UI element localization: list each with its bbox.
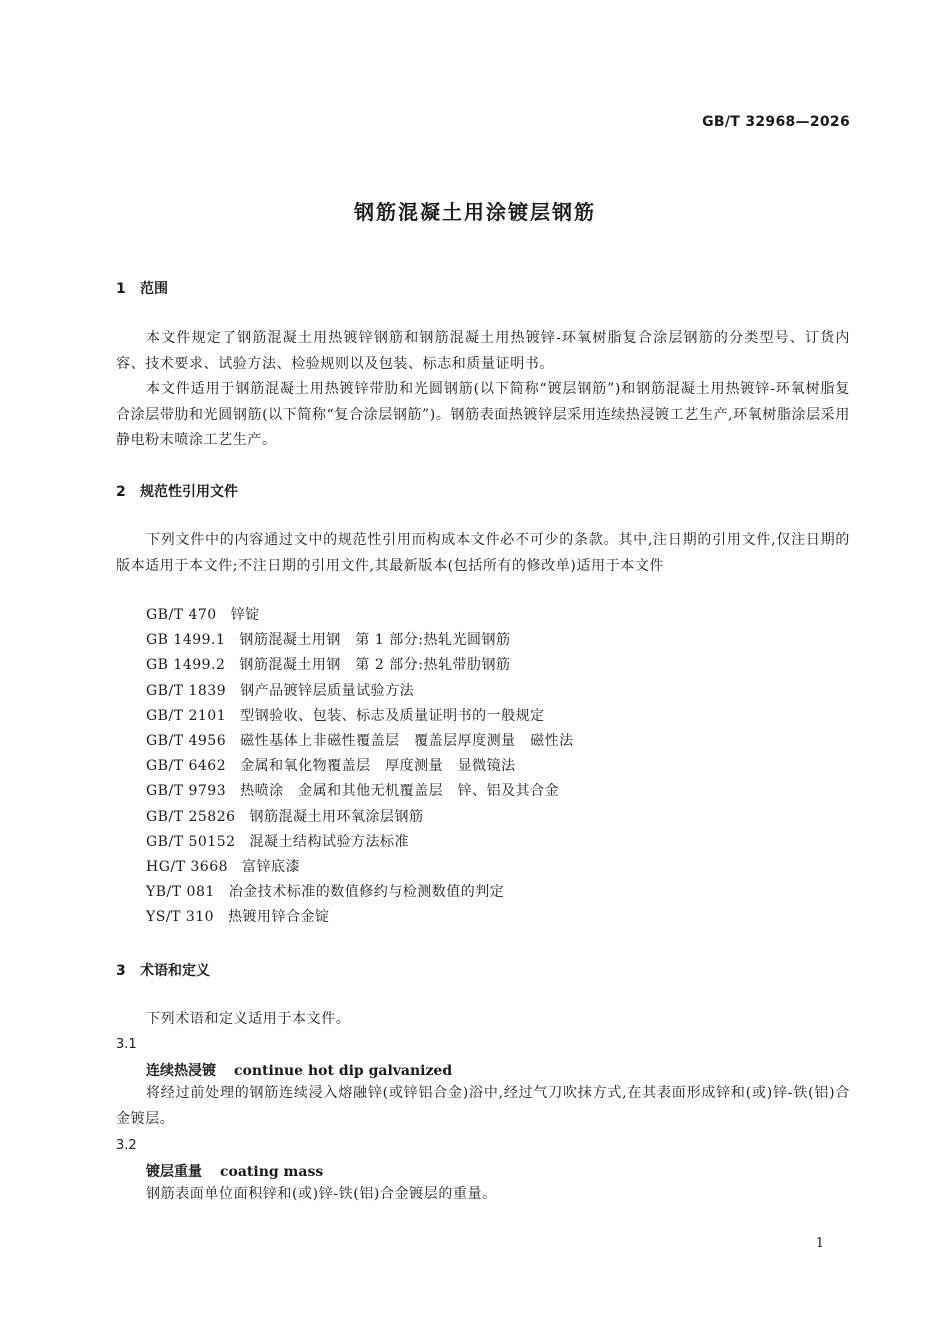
section-title: 范围 [140,281,168,297]
reference-title: 钢筋混凝土用钢 第 1 部分:热轧光圆钢筋 [239,632,511,649]
reference-item [146,653,574,678]
reference-code: GB/T 50152 [146,833,236,850]
reference-item [146,679,574,704]
scope-paragraph-1: 本文件规定了钢筋混凝土用热镀锌钢筋和钢筋混凝土用热镀锌-环氧树脂复合涂层钢筋的分类型号、订货内容、技术要求、试验方法、检验规则以及包装、标志和质量证明书。 [116,330,850,372]
section-title: 规范性引用文件 [140,484,238,500]
reference-item [146,729,574,754]
reference-code: YS/T 310 [146,909,215,926]
page-number: 1 [815,1236,824,1251]
reference-item [146,905,574,930]
reference-title: 热喷涂 金属和其他无机覆盖层 锌、铝及其合金 [240,783,560,800]
reference-item [146,880,574,905]
section-heading-scope [116,278,168,298]
document-title: 钢筋混凝土用涂镀层钢筋 [354,200,596,224]
reference-title: 磁性基体上非磁性覆盖层 覆盖层厚度测量 磁性法 [240,732,574,749]
scope-paragraph-2: 本文件适用于钢筋混凝土用热镀锌带肋和光圆钢筋(以下简称“镀层钢筋”)和钢筋混凝土用热镀锌-环氧树脂复合涂层带肋和光圆钢筋(以下简称“复合涂层钢筋”)。钢筋表面热镀锌层采用连续热浸镀工艺生产,环氧树脂涂层采用静电粉末喷涂工艺生产。 [116,381,850,448]
term-clause-number: 3.2 [116,1138,137,1153]
reference-code: GB/T 470 [146,607,217,623]
reference-title: 冶金技术标准的数值修约与检测数值的判定 [228,884,505,901]
reference-item [146,628,574,653]
terms-intro-paragraph: 下列术语和定义适用于本文件。 [146,1011,351,1027]
reference-title: 富锌底漆 [242,858,301,875]
standard-code: GB/T 32968—2026 [702,114,850,130]
reference-title: 热镀用锌合金锭 [228,909,330,926]
reference-code: GB/T 25826 [146,808,236,825]
reference-title: 钢筋混凝土用钢 第 2 部分:热轧带肋钢筋 [239,657,511,674]
section-heading-normative-references [116,481,238,501]
section-number: 1 [116,281,126,297]
section-number: 3 [116,963,126,979]
section-title: 术语和定义 [140,963,210,979]
reference-title: 型钢验收、包装、标志及质量证明书的一般规定 [240,707,545,724]
reference-code: YB/T 081 [146,884,215,901]
reference-code: GB 1499.2 [146,657,226,674]
term-heading [146,1161,323,1181]
reference-code: GB 1499.1 [146,632,226,649]
term-definition: 将经过前处理的钢筋连续浸入熔融锌(或锌铝合金)浴中,经过气刀吹抹方式,在其表面形成锌和(或)锌-铁(铝)合金镀层。 [116,1085,850,1127]
reference-code: GB/T 9793 [146,783,227,800]
reference-item [146,855,574,880]
reference-item [146,754,574,779]
reference-item [146,779,574,804]
reference-title: 金属和氧化物覆盖层 厚度测量 显微镜法 [240,758,516,775]
reference-title: 钢产品镀锌层质量试验方法 [240,682,415,699]
term-clause-number: 3.1 [116,1037,137,1052]
reference-list [146,603,574,930]
term-english: coating mass [220,1164,324,1180]
reference-code: GB/T 6462 [146,758,227,775]
reference-item [146,603,574,628]
reference-title: 锌锭 [230,607,260,623]
reference-code: GB/T 4956 [146,732,227,749]
reference-code: GB/T 1839 [146,682,227,699]
reference-code: GB/T 2101 [146,707,227,724]
term-definition: 钢筋表面单位面积锌和(或)锌-铁(铝)合金镀层的重量。 [146,1186,497,1202]
term-chinese: 镀层重量 [146,1164,202,1180]
term-chinese: 连续热浸镀 [146,1063,216,1079]
term-heading [146,1060,452,1080]
section-number: 2 [116,484,126,500]
section-heading-terms-definitions [116,960,210,980]
reference-item [146,805,574,830]
reference-title: 混凝土结构试验方法标准 [249,833,410,850]
reference-title: 钢筋混凝土用环氧涂层钢筋 [249,808,424,825]
reference-item [146,704,574,729]
reference-code: HG/T 3668 [146,858,229,875]
term-english: continue hot dip galvanized [234,1063,453,1079]
references-intro-paragraph: 下列文件中的内容通过文中的规范性引用而构成本文件必不可少的条款。其中,注日期的引用文件,仅注日期的版本适用于本文件;不注日期的引用文件,其最新版本(包括所有的修改单)适用于本文件 [116,532,850,574]
reference-item [146,830,574,855]
